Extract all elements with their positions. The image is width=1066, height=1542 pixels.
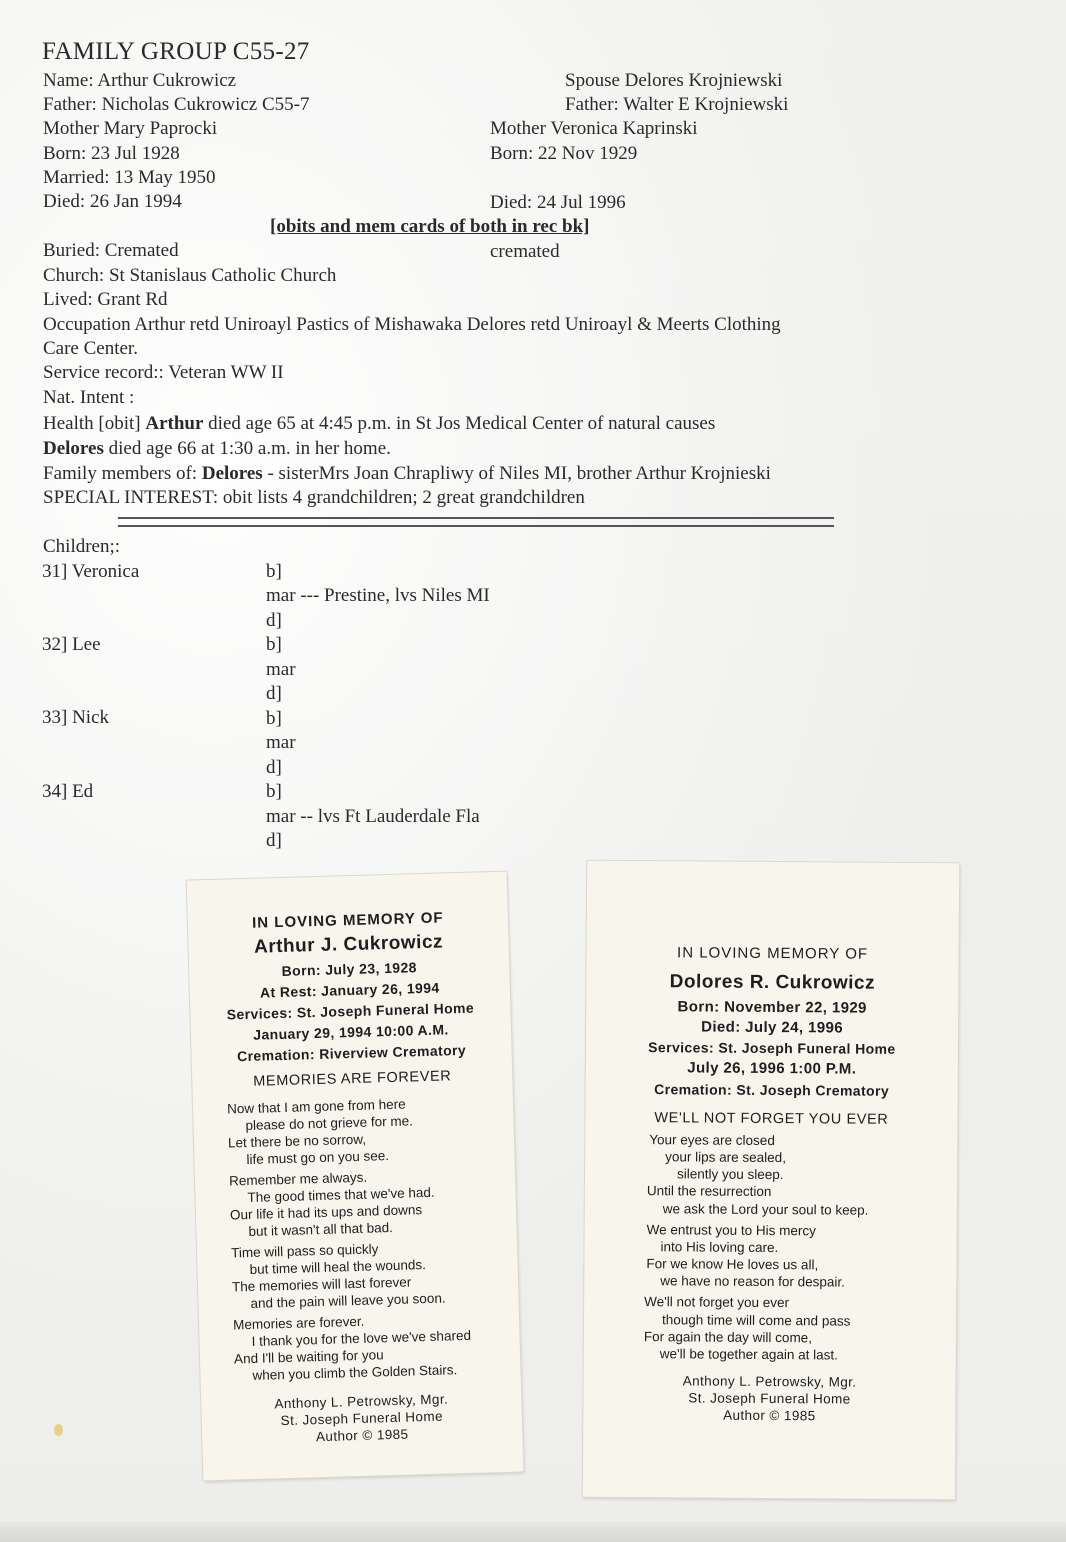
child-died: d] (266, 610, 282, 631)
card-born: Born: November 22, 1929 (677, 998, 867, 1017)
occupation-line1: Occupation Arthur retd Uniroayl Pastics of Mishawaka Delores retd Uniroayl & Meerts Clothing (43, 314, 781, 335)
child-married: mar --- Prestine, lvs Niles MI (266, 585, 490, 606)
card-died: Died: July 24, 1996 (701, 1018, 844, 1037)
family-members (43, 463, 771, 485)
special-interest: SPECIAL INTEREST: obit lists 4 grandchildren; 2 great grandchildren (43, 487, 585, 508)
child-name: 34] Ed (42, 781, 94, 802)
health-line1 (43, 413, 715, 435)
card-header: IN LOVING MEMORY OF (677, 944, 869, 963)
poem-line: Your eyes are closed (649, 1132, 775, 1149)
family-name: Delores (201, 463, 263, 484)
poem-line: into His loving care. (660, 1239, 779, 1256)
poem-line: though time will come and pass (661, 1312, 851, 1329)
memorial-card-dolores (583, 861, 959, 1500)
spouse-name: Spouse Delores Krojniewski (565, 70, 783, 91)
poem-line: We'll not forget you ever (644, 1294, 790, 1311)
card-footer-manager: Anthony L. Petrowsky, Mgr. (274, 1391, 449, 1412)
card-footer-manager: Anthony L. Petrowsky, Mgr. (682, 1373, 857, 1390)
paper-stain (54, 1424, 63, 1436)
card-footer-author: Author © 1985 (315, 1426, 409, 1445)
husband-married: Married: 13 May 1950 (43, 167, 216, 188)
card-deceased-name: Arthur J. Cukrowicz (253, 931, 444, 958)
spouse-buried: cremated (490, 241, 560, 262)
poem-line: when you climb the Golden Stairs. (252, 1362, 458, 1383)
spouse-died: Died: 24 Jul 1996 (490, 192, 626, 213)
child-born: b] (266, 561, 282, 582)
poem-line: Memories are forever. (232, 1313, 365, 1333)
family-label: Family members of: (43, 463, 202, 484)
card-cremation: Cremation: St. Joseph Crematory (654, 1081, 890, 1099)
poem-line: The good times that we've had. (247, 1184, 435, 1206)
poem-line: I thank you for the love we've shared (251, 1327, 472, 1349)
child-born: b] (266, 781, 282, 802)
husband-father: Father: Nicholas Cukrowicz C55-7 (43, 94, 310, 115)
spouse-father: Father: Walter E Krojniewski (565, 94, 789, 115)
page-title: FAMILY GROUP C55-27 (42, 38, 310, 65)
poem-line: For again the day will come, (643, 1329, 813, 1346)
card-deceased-name: Dolores R. Cukrowicz (669, 971, 876, 994)
poem-line: The memories will last forever (231, 1274, 412, 1295)
child-name: 33] Nick (42, 707, 110, 728)
lived: Lived: Grant Rd (43, 289, 168, 310)
card-poem-title: MEMORIES ARE FOREVER (253, 1068, 452, 1090)
card-cremation: Cremation: Riverview Crematory (236, 1041, 467, 1065)
service-record: Service record:: Veteran WW II (43, 362, 284, 383)
poem-line: your lips are sealed, (665, 1149, 787, 1166)
card-born: Born: July 23, 1928 (281, 959, 418, 979)
poem-line: but it wasn't all that bad. (248, 1219, 394, 1239)
poem-line: silently you sleep. (676, 1166, 784, 1183)
child-born: b] (266, 634, 282, 655)
poem-line: And I'll be waiting for you (233, 1347, 384, 1367)
card-poem-title: WE'LL NOT FORGET YOU EVER (654, 1110, 889, 1128)
family-text: - sisterMrs Joan Chrapliwy of Niles MI, brother Arthur Krojnieski (262, 463, 771, 484)
card-services: Services: St. Joseph Funeral Home (648, 1039, 896, 1057)
poem-line: Time will pass so quickly (230, 1241, 379, 1261)
card-footer-author: Author © 1985 (723, 1407, 816, 1424)
health-text-delores: died age 66 at 1:30 a.m. in her home. (103, 438, 391, 459)
child-name: 32] Lee (42, 634, 101, 655)
nat-intent: Nat. Intent : (43, 387, 135, 408)
poem-line: we have no reason for despair. (660, 1273, 845, 1290)
poem-line: Remember me always. (228, 1169, 368, 1189)
husband-died: Died: 26 Jan 1994 (43, 191, 182, 212)
child-name: 31] Veronica (42, 561, 140, 582)
poem-line: but time will heal the wounds. (249, 1257, 427, 1277)
poem-line: life must go on you see. (246, 1148, 390, 1168)
poem-line: Let there be no sorrow, (227, 1131, 367, 1151)
child-married: mar -- lvs Ft Lauderdale Fla (266, 806, 480, 827)
child-married: mar (266, 732, 296, 753)
poem-line: Until the resurrection (646, 1183, 772, 1200)
health-label: Health [obit] (43, 413, 146, 434)
child-born: b] (266, 708, 282, 729)
husband-born: Born: 23 Jul 1928 (43, 143, 180, 164)
husband-mother: Mother Mary Paprocki (43, 118, 218, 139)
page-bottom-edge (0, 1522, 1066, 1542)
child-died: d] (266, 757, 282, 778)
card-footer-home: St. Joseph Funeral Home (280, 1408, 444, 1429)
card-service-date: July 26, 1996 1:00 P.M. (687, 1059, 857, 1078)
child-died: d] (266, 830, 282, 851)
health-text-arthur: died age 65 at 4:45 p.m. in St Jos Medical Center of natural causes (203, 413, 716, 434)
card-service-date: January 29, 1994 10:00 A.M. (253, 1021, 449, 1043)
poem-line: Now that I am gone from here (226, 1096, 406, 1117)
card-footer-home: St. Joseph Funeral Home (688, 1390, 851, 1407)
child-married: mar (266, 659, 296, 680)
card-header: IN LOVING MEMORY OF (251, 909, 444, 932)
health-name-arthur: Arthur (145, 413, 204, 434)
spouse-born: Born: 22 Nov 1929 (490, 143, 638, 164)
children-label: Children;: (43, 536, 121, 557)
poem-line: We entrust you to His mercy (646, 1222, 817, 1239)
husband-name: Name: Arthur Cukrowicz (43, 70, 237, 91)
poem-line: please do not grieve for me. (245, 1113, 414, 1134)
church: Church: St Stanislaus Catholic Church (43, 265, 337, 286)
card-services: Services: St. Joseph Funeral Home (226, 999, 475, 1023)
poem-line: we'll be together again at last. (659, 1346, 839, 1363)
poem-line: For we know He loves us all, (646, 1256, 819, 1273)
obit-note: [obits and mem cards of both in rec bk] (270, 216, 590, 237)
child-died: d] (266, 683, 282, 704)
husband-buried: Buried: Cremated (43, 240, 179, 261)
spouse-mother: Mother Veronica Kaprinski (490, 118, 698, 139)
poem-line: and the pain will leave you soon. (250, 1290, 446, 1311)
health-line2 (43, 438, 391, 460)
memorial-card-arthur (187, 872, 524, 1481)
section-divider (118, 517, 834, 527)
poem-line: we ask the Lord your soul to keep. (662, 1201, 869, 1218)
health-name-delores: Delores (43, 438, 104, 459)
card-at-rest: At Rest: January 26, 1994 (259, 979, 440, 1001)
poem-line: Our life it had its ups and downs (229, 1202, 423, 1223)
occupation-line2: Care Center. (43, 338, 138, 359)
